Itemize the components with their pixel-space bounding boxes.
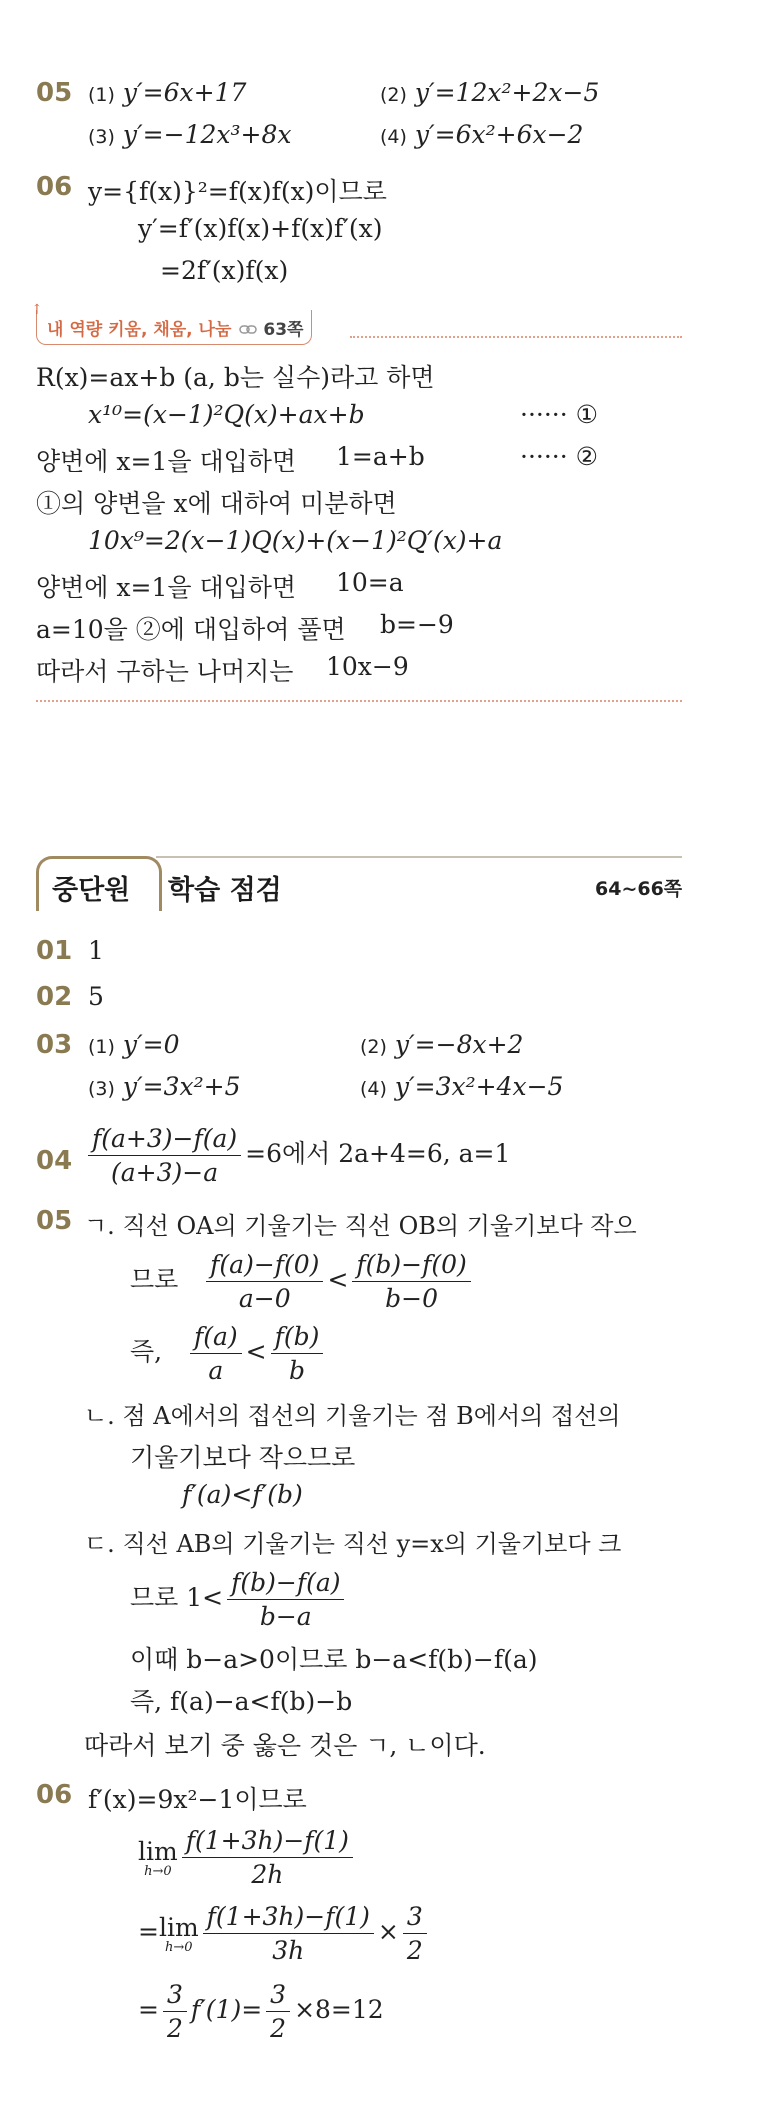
a03-item-4: (4) y′=3x²+4x−5	[360, 1072, 564, 1101]
banner-page: 63쪽	[263, 319, 304, 340]
a05-nieun-line-1: ㄴ. 점 A에서의 접선의 기울기는 점 B에서의 접선의	[84, 1402, 621, 1430]
a03-item-1: (1) y′=0	[88, 1030, 180, 1059]
equation-4: y′=6x²+6x−2	[414, 120, 584, 149]
a06-frac-4: $\frac{3}{2}$	[163, 1980, 187, 2043]
a05-digeut-line-4: 즉, f(a)−a<f(b)−b	[130, 1687, 353, 1716]
a06-lim-2: lim h→0	[158, 1912, 199, 1955]
equation-3: y′=−12x³+8x	[122, 120, 292, 149]
item-label-1: (1) y′=6x+17	[88, 78, 247, 107]
a03-item-2: (2) y′=−8x+2	[360, 1030, 524, 1059]
answer-number-05: 05	[36, 1206, 73, 1236]
a06-line-1: f′(x)=9x²−1이므로	[88, 1785, 307, 1814]
a06-frac-5: $\frac{3}{2}$	[266, 1980, 290, 2043]
answer-number-02: 02	[36, 982, 73, 1012]
section-title: 학습 점검	[168, 875, 282, 906]
a06-lim-1: lim h→0	[138, 1836, 178, 1879]
answer-value-01: 1	[88, 936, 104, 965]
section-tab-label: 중단원	[52, 875, 131, 906]
answer-number-06: 06	[36, 1780, 73, 1810]
a06-line-2	[138, 1826, 357, 1889]
a05-digeut-line-3: 이때 b−a>0이므로 b−a<f(b)−f(a)	[130, 1645, 538, 1674]
banner-title: 내 역량 키움, 채움, 나눔	[47, 319, 232, 340]
section-pages: 64~66쪽	[595, 878, 683, 900]
box-line-2: x¹⁰=(x−1)²Q(x)+ax+b	[88, 400, 365, 429]
box-line-1: R(x)=ax+b (a, b는 실수)라고 하면	[36, 363, 435, 392]
box-line-4: ①의 양변을 x에 대하여 미분하면	[36, 489, 397, 518]
box-mark-1: ······ ①	[520, 400, 599, 429]
answer-number-03: 03	[36, 1030, 73, 1060]
a06-line-3: = lim h→0 $\frac{f(1+3h)-f(1)}{3h}$ × $\frac{3}{2}$	[138, 1902, 431, 1965]
equation-2: y′=12x²+2x−5	[414, 78, 600, 107]
p06-line-3: =2f′(x)f(x)	[160, 256, 289, 285]
link-icon	[239, 321, 257, 333]
box-mark-2: ······ ②	[520, 442, 599, 471]
a05-conclusion: 따라서 보기 중 옳은 것은 ㄱ, ㄴ이다.	[84, 1731, 486, 1760]
a05-frac-4: $\frac{f(b)}{b}$	[271, 1322, 324, 1385]
item-label-2: (2) y′=12x²+2x−5	[380, 78, 600, 107]
a05-giyeok-line-2: 므로 $\frac{f(a)-f(0)}{a-0}$ < $\frac{f(b)-f(0)}{b-0}$	[130, 1250, 475, 1313]
a05-frac-1: $\frac{f(a)-f(0)}{a-0}$	[206, 1250, 323, 1313]
box-line-8a: 따라서 구하는 나머지는	[36, 657, 294, 686]
a06-frac-1: $\frac{f(1+3h)-f(1)}{2h}$	[182, 1826, 353, 1889]
item-label-3: (3) y′=−12x³+8x	[88, 120, 292, 149]
p06-line-1: y={f(x)}²=f(x)f(x)이므로	[88, 177, 387, 206]
arrow-up-icon: ↑	[31, 302, 43, 318]
a05-frac-5: $\frac{f(b)-f(a)}{b-a}$	[227, 1568, 344, 1631]
box-line-3b: 1=a+b	[336, 442, 425, 471]
a05-frac-2: $\frac{f(b)-f(0)}{b-0}$	[352, 1250, 470, 1313]
a04-expression	[84, 1124, 510, 1187]
p06-line-2: y′=f′(x)f(x)+f(x)f′(x)	[138, 214, 383, 243]
a06-line-4: = $\frac{3}{2}$ f′(1)= $\frac{3}{2}$ ×8=12	[138, 1980, 384, 2043]
a04-rest: =6에서 2a+4=6, a=1	[245, 1139, 511, 1168]
box-line-6b: 10=a	[336, 568, 404, 597]
a03-item-3: (3) y′=3x²+5	[88, 1072, 241, 1101]
box-line-3a: 양변에 x=1을 대입하면	[36, 447, 297, 476]
a05-digeut-line-2: 므로 1< $\frac{f(b)-f(a)}{b-a}$	[130, 1568, 348, 1631]
answer-value-02: 5	[88, 982, 104, 1011]
a05-giyeok-line-1: ㄱ. 직선 OA의 기울기는 직선 OB의 기울기보다 작으	[84, 1212, 637, 1240]
a05-giyeok-line-3: 즉, $\frac{f(a)}{a}$ < $\frac{f(b)}{b}$	[130, 1322, 327, 1385]
box-bottom-dotted-line	[36, 700, 682, 702]
banner-dotted-line	[350, 336, 682, 338]
a06-frac-3: $\frac{3}{2}$	[403, 1902, 427, 1965]
a06-frac-2: $\frac{f(1+3h)-f(1)}{3h}$	[203, 1902, 374, 1965]
problem-number-05: 05	[36, 78, 73, 108]
equation-1: y′=6x+17	[122, 78, 247, 107]
a04-fraction: $\frac{f(a+3)-f(a)}{(a+3)-a}$	[88, 1124, 241, 1187]
problem-number-06: 06	[36, 172, 73, 202]
item-label-4: (4) y′=6x²+6x−2	[380, 120, 584, 149]
box-line-7b: b=−9	[380, 610, 454, 639]
a05-frac-3: $\frac{f(a)}{a}$	[190, 1322, 242, 1385]
a05-nieun-line-2: 기울기보다 작으므로	[130, 1443, 356, 1472]
box-line-5: 10x⁹=2(x−1)Q(x)+(x−1)²Q′(x)+a	[88, 526, 503, 555]
a05-nieun-line-3: f′(a)<f′(b)	[182, 1480, 303, 1509]
section-rule	[156, 856, 682, 858]
box-line-7a: a=10을 ②에 대입하여 풀면	[36, 615, 346, 644]
answer-number-04: 04	[36, 1146, 73, 1176]
box-line-8b: 10x−9	[326, 652, 409, 681]
box-line-6a: 양변에 x=1을 대입하면	[36, 573, 297, 602]
reference-banner	[31, 302, 312, 345]
a05-digeut-line-1: ㄷ. 직선 AB의 기울기는 직선 y=x의 기울기보다 크	[84, 1530, 622, 1558]
answer-number-01: 01	[36, 936, 73, 966]
